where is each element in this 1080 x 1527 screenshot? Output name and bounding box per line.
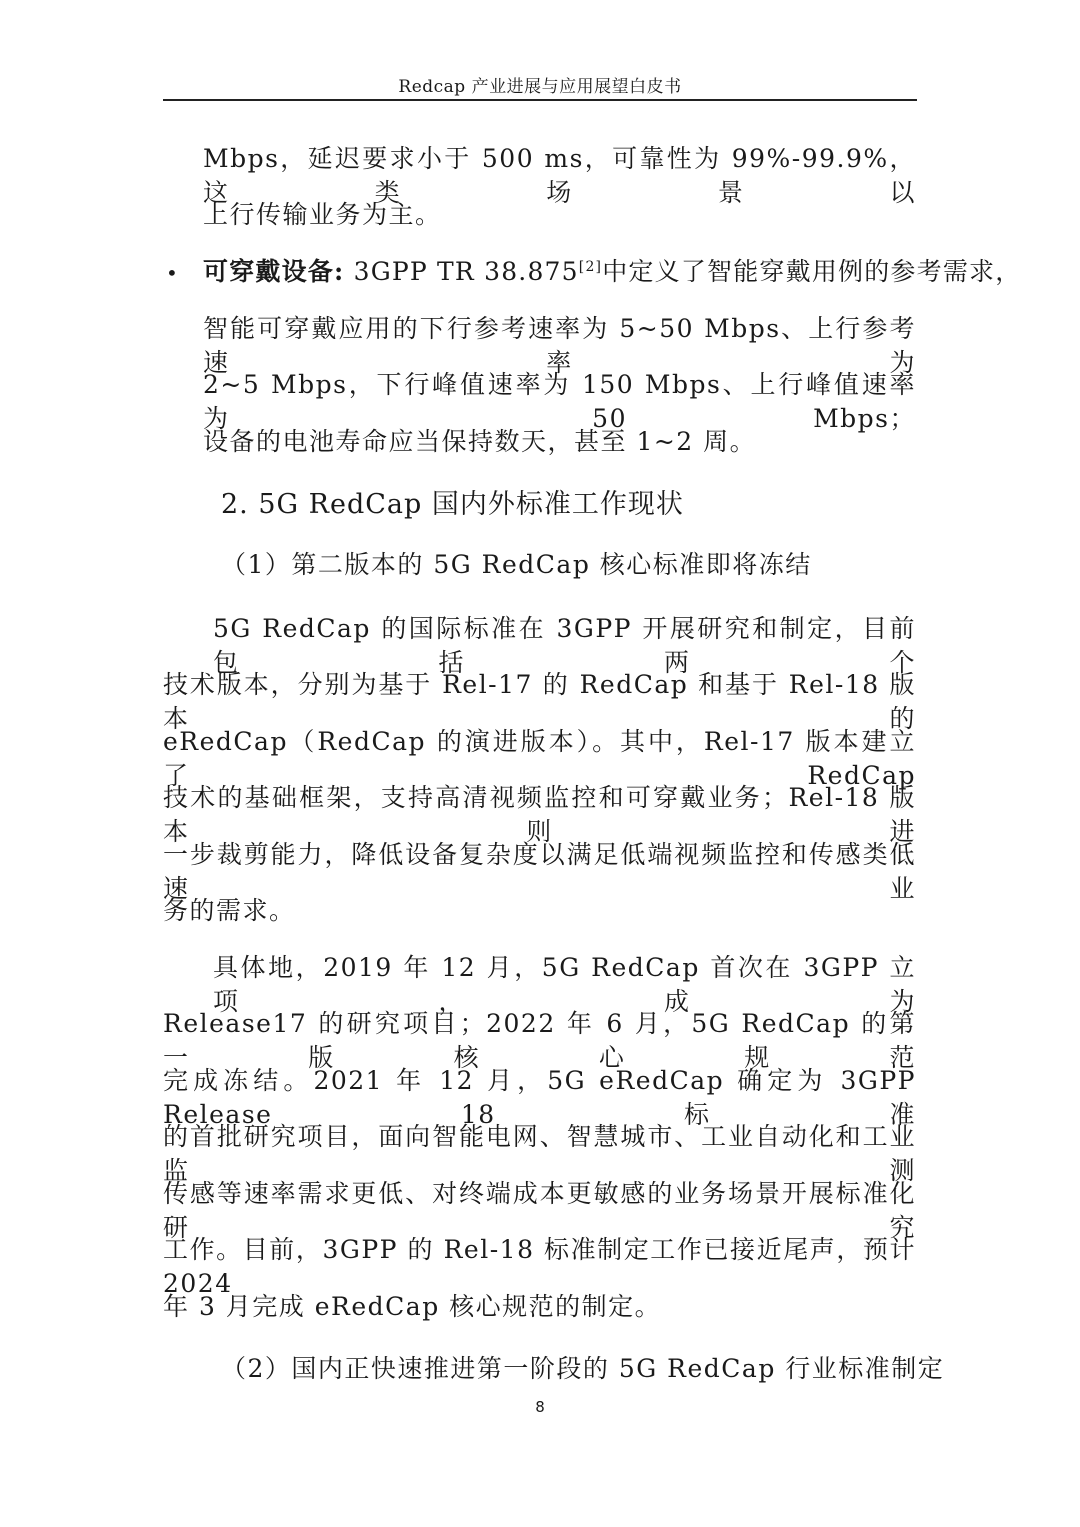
- bullet-wearable-line-4: 设备的电池寿命应当保持数天，甚至 1~2 周。: [203, 427, 757, 456]
- paragraph-2-line-3: 完成冻结。2021 年 12 月，5G eRedCap 确定为 3GPP Release 18 标准: [163, 1066, 916, 1129]
- bullet-wearable-first-line: [203, 255, 1021, 289]
- intro-line-2: 上行传输业务为主。: [203, 200, 442, 229]
- paragraph-2-line-7: 年 3 月完成 eRedCap 核心规范的制定。: [163, 1292, 662, 1321]
- citation-marker: [2]: [578, 259, 603, 275]
- paragraph-2-line-6: 工作。目前，3GPP 的 Rel-18 标准制定工作已接近尾声，预计 2024: [163, 1235, 916, 1298]
- header-divider: [163, 99, 917, 101]
- paragraph-1-line-6: 务的需求。: [163, 896, 296, 925]
- paragraph-1-line-1: 5G RedCap 的国际标准在 3GPP 开展研究和制定，目前包括两个: [213, 614, 916, 677]
- paragraph-1-line-3: eRedCap（RedCap 的演进版本）。其中，Rel-17 版本建立了 RedCap: [163, 727, 916, 790]
- paragraph-1-line-2: 技术版本，分别为基于 Rel-17 的 RedCap 和基于 Rel-18 版本的: [163, 670, 916, 733]
- paragraph-2-line-2: Release17 的研究项目；2022 年 6 月，5G RedCap 的第一版核心规范: [163, 1009, 916, 1072]
- bullet-label: 可穿戴设备:: [203, 257, 345, 286]
- subheading-2: （2）国内正快速推进第一阶段的 5G RedCap 行业标准制定: [221, 1354, 945, 1383]
- bullet-wearable-line-2: 智能可穿戴应用的下行参考速率为 5~50 Mbps、上行参考速率为: [203, 314, 916, 377]
- paragraph-2-line-5: 传感等速率需求更低、对终端成本更敏感的业务场景开展标准化研究: [163, 1179, 916, 1242]
- page-number: 8: [535, 1398, 545, 1416]
- paragraph-2-line-4: 的首批研究项目，面向智能电网、智慧城市、工业自动化和工业监测: [163, 1122, 916, 1185]
- bullet-marker: •: [166, 261, 178, 285]
- bullet-reference: 3GPP TR 38.875: [344, 257, 579, 286]
- paragraph-1-line-4: 技术的基础框架，支持高清视频监控和可穿戴业务；Rel-18 版本则进: [163, 783, 916, 846]
- bullet-text: 中定义了智能穿戴用例的参考需求，: [602, 257, 1022, 286]
- section-heading: 2. 5G RedCap 国内外标准工作现状: [221, 489, 684, 520]
- bullet-wearable-line-3: 2~5 Mbps，下行峰值速率为 150 Mbps、上行峰值速率为 50 Mbps；: [203, 370, 916, 433]
- subheading-1: （1）第二版本的 5G RedCap 核心标准即将冻结: [221, 550, 812, 579]
- intro-line-1: Mbps，延迟要求小于 500 ms，可靠性为 99%-99.9%，这类场景以: [203, 144, 916, 207]
- paragraph-1-line-5: 一步裁剪能力，降低设备复杂度以满足低端视频监控和传感类低速业: [163, 840, 916, 903]
- header-title: Redcap 产业进展与应用展望白皮书: [398, 77, 682, 97]
- paragraph-2-line-1: 具体地，2019 年 12 月，5G RedCap 首次在 3GPP 立项，成为: [213, 953, 916, 1016]
